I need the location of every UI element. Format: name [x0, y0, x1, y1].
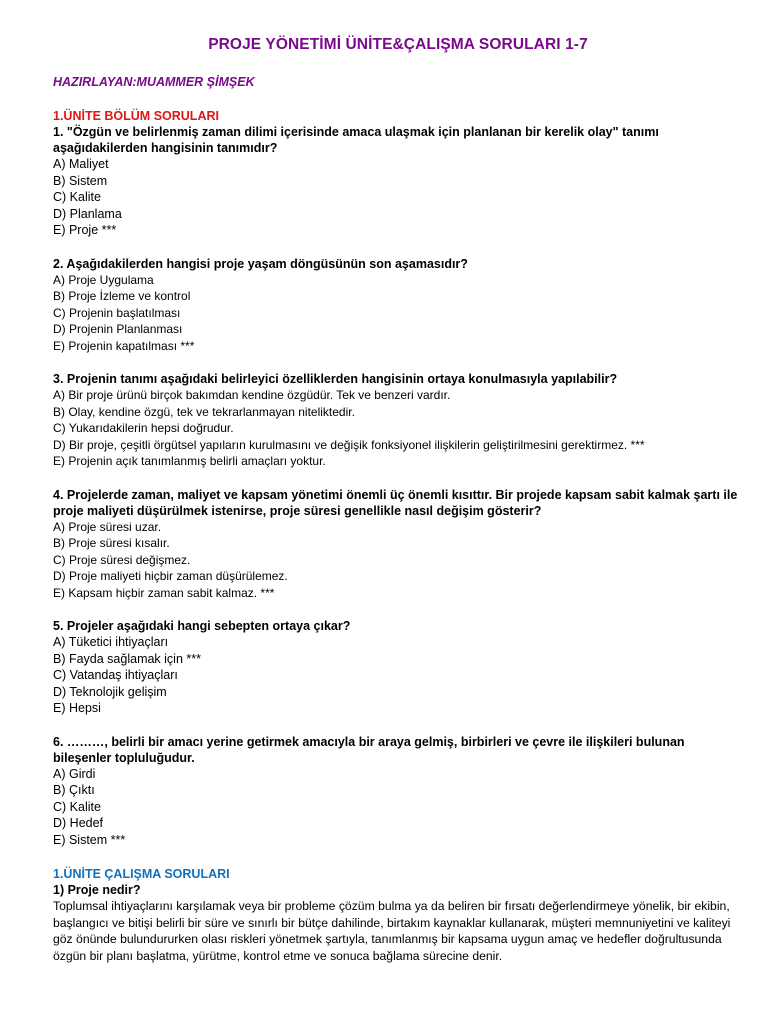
question-text: 6. ………, belirli bir amacı yerine getirmek amacıyla bir araya gelmiş, birbirleri ve çevre ile ilişkileri bulunan bileşenler topluluğudur. — [53, 734, 685, 765]
answer-option: B) Fayda sağlamak için *** — [53, 651, 201, 666]
question-spacer — [53, 470, 743, 487]
question-block — [53, 256, 743, 355]
question-spacer — [53, 717, 743, 734]
answer-option: A) Proje Uygulama — [53, 272, 154, 287]
answer-option: C) Proje süresi değişmez. — [53, 552, 191, 567]
question-text: 2. Aşağıdakilerden hangisi proje yaşam döngüsünün son aşamasıdır? — [53, 256, 468, 271]
answer-option: C) Projenin başlatılması — [53, 305, 181, 320]
answer-option: E) Projenin kapatılması *** — [53, 338, 195, 353]
question-spacer — [53, 354, 743, 371]
answer-option: B) Proje İzleme ve kontrol — [53, 289, 191, 303]
answer-option: B) Proje süresi kısalır. — [53, 536, 170, 550]
answer-option: E) Projenin açık tanımlanmış belirli amaçları yoktur. — [53, 454, 326, 468]
question-list — [53, 124, 743, 848]
question-block — [53, 124, 743, 239]
answer-option: D) Teknolojik gelişim — [53, 684, 167, 699]
answer-option: A) Girdi — [53, 766, 96, 781]
question-text: 3. Projenin tanımı aşağıdaki belirleyici özelliklerden hangisinin ortaya konulmasıyla yapılabilir? — [53, 372, 618, 386]
answer-option: C) Kalite — [53, 799, 101, 814]
section-heading-study-questions: 1.ÜNİTE ÇALIŞMA SORULARI — [53, 867, 230, 881]
document-title: PROJE YÖNETİMİ ÜNİTE&ÇALIŞMA SORULARI 1-7 — [208, 36, 588, 53]
question-text: 5. Projeler aşağıdaki hangi sebepten ortaya çıkar? — [53, 619, 351, 633]
answer-option: E) Proje *** — [53, 223, 117, 237]
question-text: 1. "Özgün ve belirlenmiş zaman dilimi içerisinde amaca ulaşmak için planlanan bir kerelik olay" tanımı aşağıdakilerden hangisinin tanımıdır? — [53, 125, 659, 155]
study-answer: Toplumsal ihtiyaçlarını karşılamak veya bir probleme çözüm bulma ya da beliren bir fırsatı değerlendirmeye yönelik, bir ekibin, başlangıcı ve bitişi belirli bir süre ve sınırlı bir bütçe dahilinde, birtakım kaynaklar kullanarak, müşteri memnuniyetini ve kaliteyi göz önünde bulundururken olası riskleri yönetmek şartıyla, tanımlanmış bir kapsama uygun amaç ve hedefler doğrultusunda özgün bir planı başlatma, yürütme, kontrol etme ve sonuca bağlama sürecine denir. — [53, 899, 731, 963]
answer-option: E) Kapsam hiçbir zaman sabit kalmaz. *** — [53, 585, 275, 600]
answer-option: D) Proje maliyeti hiçbir zaman düşürülemez. — [53, 569, 288, 583]
author-line: HAZIRLAYAN:MUAMMER ŞİMŞEK — [53, 75, 255, 89]
answer-option: C) Vatandaş ihtiyaçları — [53, 668, 178, 682]
answer-option: E) Hepsi — [53, 701, 101, 715]
answer-option: D) Projenin Planlanması — [53, 322, 183, 336]
answer-option: D) Planlama — [53, 206, 122, 221]
section-heading-unit-questions: 1.ÜNİTE BÖLÜM SORULARI — [53, 109, 219, 123]
answer-option: B) Olay, kendine özgü, tek ve tekrarlanmayan niteliktedir. — [53, 404, 355, 419]
answer-option: A) Bir proje ürünü birçok bakımdan kendine özgüdür. Tek ve benzeri vardır. — [53, 388, 451, 402]
question-block — [53, 371, 743, 470]
answer-option: C) Yukarıdakilerin hepsi doğrudur. — [53, 421, 234, 435]
answer-option: E) Sistem *** — [53, 832, 126, 847]
answer-option: A) Proje süresi uzar. — [53, 519, 162, 534]
answer-option: A) Tüketici ihtiyaçları — [53, 635, 169, 649]
question-text: 4. Projelerde zaman, maliyet ve kapsam yönetimi önemli üç önemli kısıttır. Bir projede kapsam sabit kalmak şartı ile proje maliyeti düşürülmek istenirse, proje süresi genellikle nasıl değişim gösterir? — [53, 487, 738, 518]
question-block — [53, 734, 743, 849]
answer-option: D) Hedef — [53, 816, 104, 830]
document-page — [53, 36, 743, 964]
question-spacer — [53, 239, 743, 256]
question-block — [53, 487, 743, 602]
answer-option: B) Çıktı — [53, 783, 95, 797]
question-spacer — [53, 601, 743, 618]
answer-option: C) Kalite — [53, 190, 101, 204]
answer-option: B) Sistem — [53, 173, 108, 188]
study-question: 1) Proje nedir? — [53, 883, 141, 897]
question-block — [53, 618, 743, 717]
answer-option: A) Maliyet — [53, 157, 109, 171]
answer-option: D) Bir proje, çeşitli örgütsel yapıların kurulmasını ve değişik fonksiyonel ilişkilerin geliştirilmesini gerektirmez. *** — [53, 437, 645, 452]
